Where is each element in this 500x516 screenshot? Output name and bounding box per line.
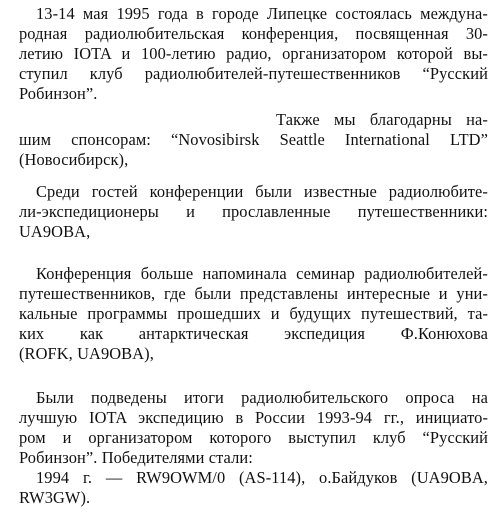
paragraph-2-line-2: шим спонсорам: “Novosibirsk Seattle International LTD”	[19, 130, 488, 149]
paragraph-1-line-2: родная радиолюбительская конференция, посвященная 30-	[19, 24, 488, 43]
paragraph-4-line-5: (ROFK, UA9OBA),	[19, 344, 154, 363]
paragraph-5-line-5: 1994 г. — RW9OWM/0 (AS-114), о.Байдуков (UA9OBA,	[36, 468, 488, 487]
paragraph-3-line-1: Среди гостей конференции были известные радиолюбите-	[36, 182, 488, 201]
paragraph-4-line-4: ких как антарктическая экспедиция Ф.Конюхова	[19, 324, 488, 343]
paragraph-1-line-5: Робинзон”.	[19, 84, 98, 103]
paragraph-5-line-3: ром и организатором которого выступил клуб “Русский	[19, 428, 488, 447]
paragraph-5-line-6: RW3GW).	[19, 488, 91, 507]
paragraph-3-line-2: ли-экспедиционеры и прославленные путешественники:	[19, 202, 488, 221]
paragraph-4-line-3: кальные программы прошедших и будущих путешествий, та-	[19, 304, 488, 323]
paragraph-5-line-1: Были подведены итоги радиолюбительского опроса на	[36, 388, 488, 407]
paragraph-2-line-1: Также мы благодарны на-	[276, 110, 488, 129]
paragraph-4-line-2: путешественников, где были представлены интересные и уни-	[19, 284, 488, 303]
paragraph-5-line-2: лучшую IOTA экспедицию в России 1993-94 гг., инициато-	[19, 408, 488, 427]
paragraph-5-line-4: Робинзон”. Победителями стали:	[19, 448, 253, 467]
paragraph-1-line-3: летию IOTA и 100-летию радио, организатором которой вы-	[19, 44, 488, 63]
paragraph-4-line-1: Конференция больше напоминала семинар радиолюбителей-	[36, 264, 488, 283]
paragraph-1-line-4: ступил клуб радиолюбителей-путешественников “Русский	[19, 64, 488, 83]
paragraph-1-line-1: 13-14 мая 1995 года в городе Липецке состоялась междуна-	[36, 4, 488, 23]
paragraph-2-line-3: (Новосибирск),	[19, 150, 129, 169]
paragraph-3-line-3: UA9OBA,	[19, 222, 91, 241]
